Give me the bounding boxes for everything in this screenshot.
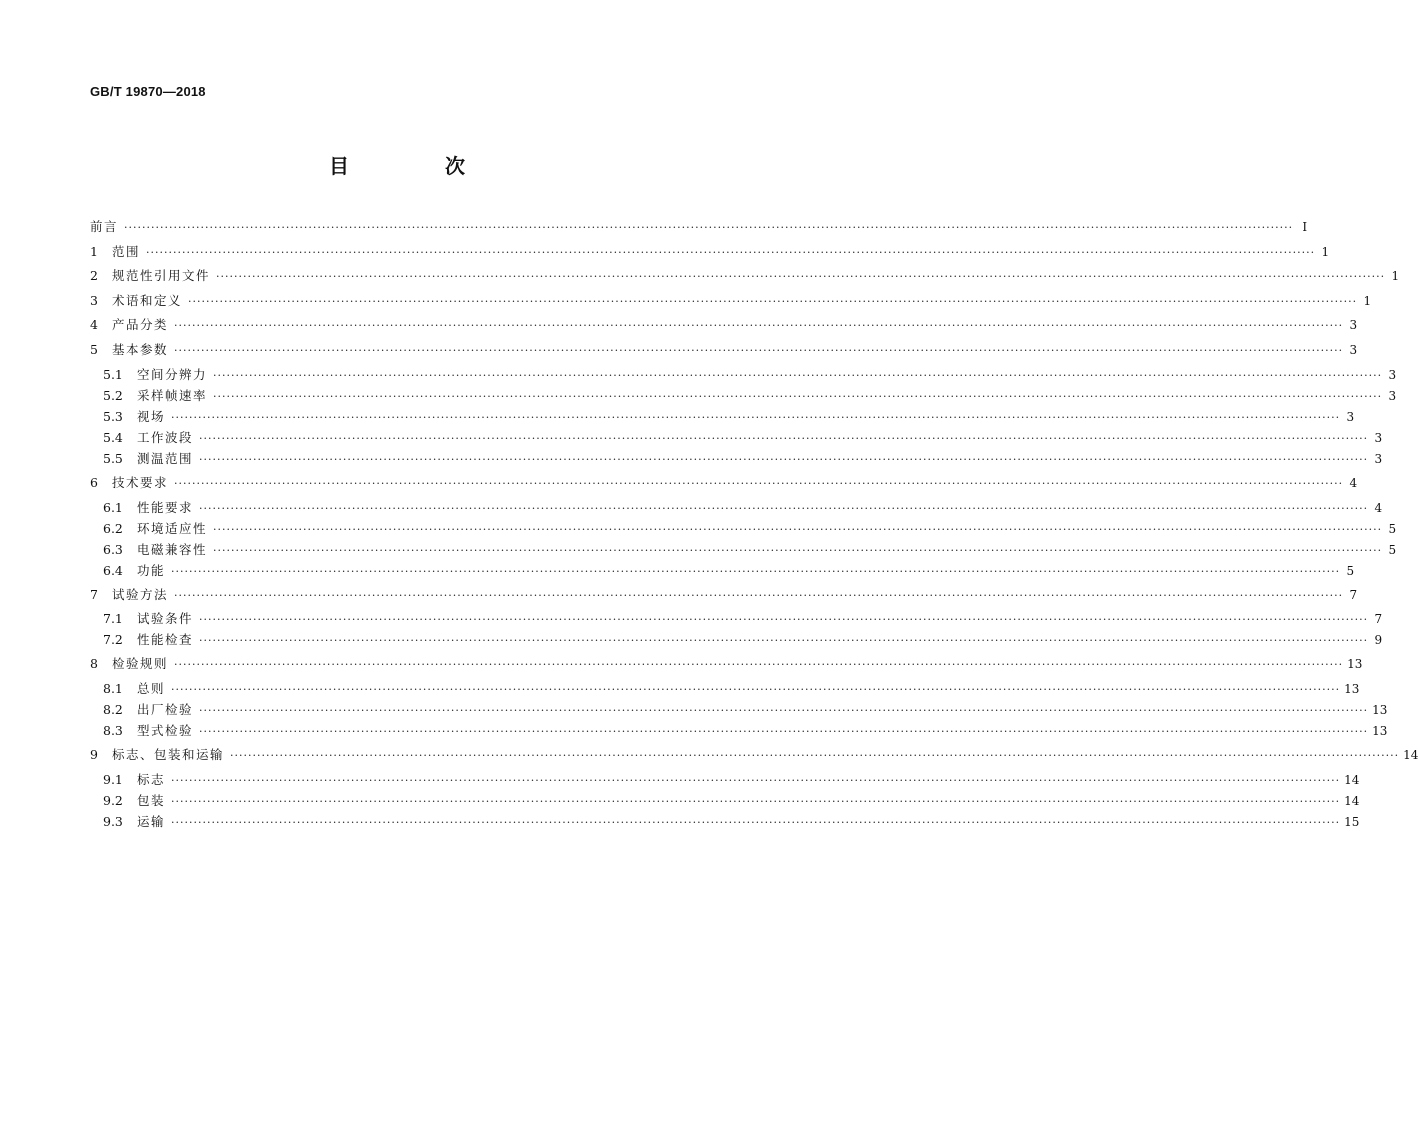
toc-entry-label: 标志、包装和运输 [112,747,225,762]
toc-entry-number: 8.1 [103,681,123,696]
toc-entry-label: 术语和定义 [112,293,183,308]
toc-entry-number: 6.2 [103,521,123,536]
toc-entry-page: 5 [1388,522,1397,536]
toc-entry-page: 4 [1349,476,1358,490]
toc-leader-dots: ···································································································································································································································································· [171,565,1341,578]
toc-entry-label: 范围 [112,244,141,259]
toc-entry-number: 2 [90,268,98,283]
toc-entry-number: 6.4 [103,563,123,578]
toc-entry-label: 采样帧速率 [137,388,208,403]
toc-entry[interactable] [90,474,1358,492]
toc-entry-label: 试验条件 [137,611,194,626]
toc-entry-label: 技术要求 [112,475,169,490]
toc-entry[interactable] [103,680,1360,698]
toc-entry[interactable] [103,771,1360,789]
toc-leader-dots: ···································································································································································································································································· [174,658,1344,671]
toc-entry[interactable] [90,341,1358,359]
toc-entry[interactable] [103,499,1383,517]
standard-number: GB/T 19870—2018 [90,84,206,99]
toc-entry-label: 功能 [137,563,166,578]
toc-entry-label: 性能要求 [137,500,194,515]
toc-entry-number: 5.2 [103,388,123,403]
toc-leader-dots: ···································································································································································································································································· [216,270,1386,283]
toc-entry-label: 基本参数 [112,342,169,357]
toc-entry[interactable] [103,387,1397,405]
toc-entry-number: 6 [90,475,98,490]
toc-entry[interactable] [90,218,1308,236]
toc-entry-number: 1 [90,244,98,259]
toc-entry-number: 5.5 [103,451,123,466]
toc-entry[interactable] [90,586,1358,604]
toc-entry-label: 运输 [137,814,166,829]
toc-leader-dots: ···································································································································································································································································· [199,725,1369,738]
toc-entry-number: 4 [90,317,98,332]
toc-entry[interactable] [90,243,1330,261]
toc-entry-page: 13 [1344,682,1360,696]
toc-entry[interactable] [103,366,1397,384]
toc-entry[interactable] [103,722,1388,740]
toc-entry[interactable] [90,316,1358,334]
toc-entry-label: 工作波段 [137,430,194,445]
toc-entry-label: 包装 [137,793,166,808]
toc-entry-page: 14 [1344,773,1360,787]
toc-entry-label: 检验规则 [112,656,169,671]
toc-entry-number: 9.1 [103,772,123,787]
toc-entry-number: 3 [90,293,98,308]
toc-leader-dots: ···································································································································································································································································· [174,344,1344,357]
toc-entry-page: 9 [1374,633,1383,647]
toc-entry-number: 5.4 [103,430,123,445]
toc-entry-number: 8 [90,656,98,671]
toc-entry-page: 1 [1391,269,1400,283]
toc-entry-label: 环境适应性 [137,521,208,536]
toc-entry[interactable] [103,520,1397,538]
toc-entry-label: 试验方法 [112,587,169,602]
toc-entry[interactable] [103,429,1383,447]
toc-entry-page: 3 [1374,431,1383,445]
toc-entry-page: 7 [1374,612,1383,626]
toc-entry[interactable] [103,541,1397,559]
toc-entry-label: 产品分类 [112,317,169,332]
toc-entry[interactable] [103,562,1355,580]
toc-leader-dots: ···································································································································································································································································· [174,477,1344,490]
toc-entry-number: 5 [90,342,98,357]
toc-entry-number: 7.1 [103,611,123,626]
toc-entry[interactable] [103,631,1383,649]
toc-leader-dots: ···································································································································································································································································· [124,221,1294,234]
toc-entry-page: 7 [1349,588,1358,602]
toc-leader-dots: ···································································································································································································································································· [199,502,1369,515]
toc-entry-label: 视场 [137,409,166,424]
toc-entry-label: 空间分辨力 [137,367,208,382]
toc-entry[interactable] [103,701,1388,719]
toc-entry-number: 6.3 [103,542,123,557]
toc-entry-page: 14 [1403,748,1418,762]
toc-entry-label: 型式检验 [137,723,194,738]
toc-entry-label: 规范性引用文件 [112,268,211,283]
toc-entry-label: 性能检查 [137,632,194,647]
toc-entry[interactable] [90,655,1363,673]
toc-entry-number: 9.2 [103,793,123,808]
toc-entry-number: 5.1 [103,367,123,382]
toc-leader-dots: ···································································································································································································································································· [199,613,1369,626]
toc-entry[interactable] [103,813,1360,831]
toc-entry-number: 6.1 [103,500,123,515]
toc-entry-page: 3 [1374,452,1383,466]
toc-entry-label: 标志 [137,772,166,787]
toc-entry-number: 9 [90,747,98,762]
toc-entry-page: 15 [1344,815,1360,829]
toc-leader-dots: ···································································································································································································································································· [213,369,1383,382]
toc-leader-dots: ···································································································································································································································································· [199,704,1369,717]
toc-leader-dots: ···································································································································································································································································· [213,523,1383,536]
toc-entry[interactable] [90,746,1418,764]
toc-entry[interactable] [90,267,1400,285]
toc-entry-number: 8.3 [103,723,123,738]
toc-entry-number: 9.3 [103,814,123,829]
toc-entry-page: 13 [1372,703,1388,717]
toc-leader-dots: ···································································································································································································································································· [171,816,1341,829]
toc-entry[interactable] [103,610,1383,628]
toc-leader-dots: ···································································································································································································································································· [171,795,1341,808]
toc-entry-number: 7.2 [103,632,123,647]
toc-leader-dots: ···································································································································································································································································· [213,390,1383,403]
toc-entry-page: 1 [1321,245,1330,259]
toc-entry-page: 14 [1344,794,1360,808]
toc-leader-dots: ···································································································································································································································································· [199,453,1369,466]
toc-leader-dots: ···································································································································································································································································· [171,411,1341,424]
toc-entry-page: 13 [1347,657,1363,671]
toc-leader-dots: ···································································································································································································································································· [146,246,1316,259]
toc-entry-label: 出厂检验 [137,702,194,717]
page-title: 目 次 [329,154,503,178]
toc-leader-dots: ···································································································································································································································································· [174,589,1344,602]
toc-entry[interactable] [103,408,1355,426]
toc-entry-label: 测温范围 [137,451,194,466]
toc-leader-dots: ···································································································································································································································································· [171,683,1341,696]
toc-entry[interactable] [90,292,1372,310]
toc-leader-dots: ···································································································································································································································································· [174,319,1344,332]
toc-leader-dots: ···································································································································································································································································· [230,749,1400,762]
toc-entry-page: 3 [1349,318,1358,332]
toc-entry[interactable] [103,792,1360,810]
toc-entry-page: 3 [1349,343,1358,357]
toc-leader-dots: ···································································································································································································································································· [199,432,1369,445]
toc-leader-dots: ···································································································································································································································································· [188,295,1358,308]
toc-entry-page: 3 [1388,368,1397,382]
toc-entry-page: 4 [1374,501,1383,515]
toc-entry-page: Ⅰ [1302,220,1308,234]
toc-entry-number: 7 [90,587,98,602]
toc-entry-page: 13 [1372,724,1388,738]
toc-leader-dots: ···································································································································································································································································· [171,774,1341,787]
toc-entry-number: 5.3 [103,409,123,424]
toc-entry-number: 8.2 [103,702,123,717]
toc-entry-label: 总则 [137,681,166,696]
toc-leader-dots: ···································································································································································································································································· [199,634,1369,647]
toc-entry[interactable] [103,450,1383,468]
toc-entry-label: 电磁兼容性 [137,542,208,557]
toc-entry-page: 5 [1388,543,1397,557]
toc-leader-dots: ···································································································································································································································································· [213,544,1383,557]
toc-entry-page: 3 [1388,389,1397,403]
toc-entry-page: 3 [1346,410,1355,424]
toc-entry-label: 前言 [90,219,119,234]
toc-entry-page: 1 [1363,294,1372,308]
toc-entry-page: 5 [1346,564,1355,578]
